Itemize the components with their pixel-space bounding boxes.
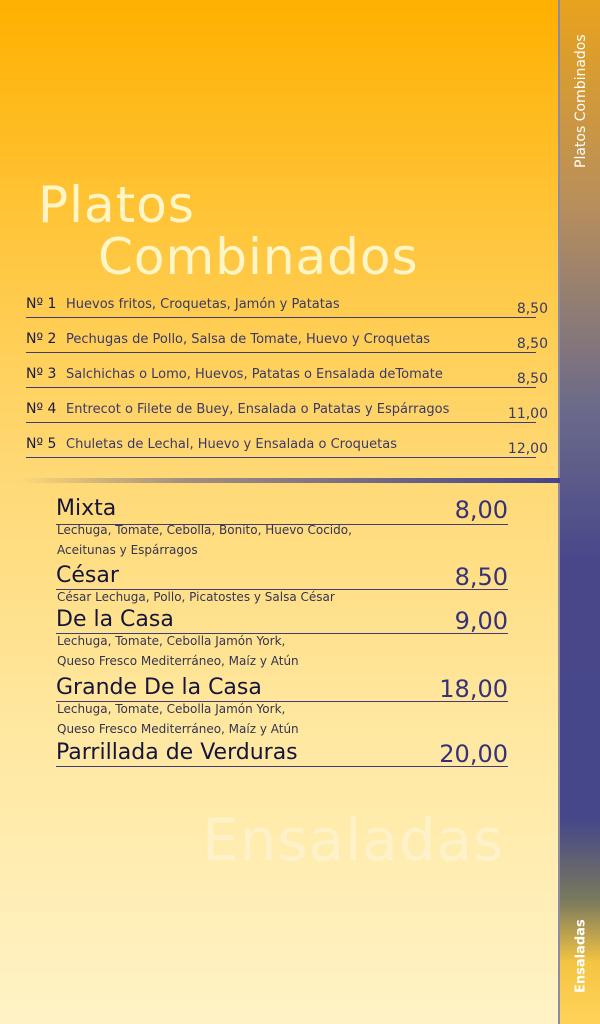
combo-price: 8,50 [516, 371, 548, 387]
salad-price: 20,00 [439, 740, 508, 768]
combo-number: Nº 2 [26, 331, 57, 347]
salad-name: De la Casa [56, 607, 174, 632]
combo-price: 8,50 [516, 301, 548, 317]
salad-name: Mixta [56, 496, 117, 521]
row-divider [26, 387, 536, 388]
combo-number: Nº 1 [26, 296, 57, 312]
salad-description: Queso Fresco Mediterráneo, Maíz y Atún [57, 654, 299, 668]
combo-price: 8,50 [516, 336, 548, 352]
salad-price: 18,00 [439, 675, 508, 703]
row-divider [26, 317, 536, 318]
combo-row [26, 436, 548, 458]
salad-description: Queso Fresco Mediterráneo, Maíz y Atún [57, 722, 299, 736]
salad-description: Lechuga, Tomate, Cebolla Jamón York, [57, 702, 286, 716]
combo-row [26, 366, 548, 388]
combo-description: Salchichas o Lomo, Huevos, Patatas o Ensalada deTomate [66, 367, 443, 382]
combo-description: Huevos fritos, Croquetas, Jamón y Patatas [66, 297, 340, 312]
page-title-line-2: Combinados [98, 228, 419, 286]
salad-name: Grande De la Casa [56, 675, 262, 700]
combo-price: 11,00 [507, 406, 548, 422]
salad-item-de-la-casa [56, 607, 508, 673]
salad-name: César [56, 563, 119, 588]
row-divider [26, 457, 536, 458]
salad-description: Lechuga, Tomate, Cebolla, Bonito, Huevo Cocido, [57, 523, 352, 537]
ensaladas-watermark: Ensaladas [202, 806, 505, 874]
combo-number: Nº 4 [26, 401, 57, 417]
sidebar-label-ensaladas: Ensaladas [573, 919, 589, 993]
row-divider [26, 352, 536, 353]
row-divider [56, 766, 508, 767]
combo-description: Chuletas de Lechal, Huevo y Ensalada o Croquetas [66, 437, 397, 452]
salad-price: 9,00 [454, 607, 508, 635]
salad-description: César Lechuga, Pollo, Picatostes y Salsa César [57, 590, 335, 604]
combo-description: Entrecot o Filete de Buey, Ensalada o Patatas y Espárragos [66, 402, 450, 417]
combo-description: Pechugas de Pollo, Salsa de Tomate, Huevo y Croquetas [66, 332, 431, 347]
combo-row [26, 296, 548, 318]
salad-item-grande-de-la-casa [56, 675, 508, 741]
salad-item-mixta [56, 496, 508, 562]
sidebar [558, 0, 600, 1024]
combo-number: Nº 3 [26, 366, 57, 382]
page-title-line-1: Platos [38, 176, 195, 234]
combo-row [26, 331, 548, 353]
combo-price: 12,00 [507, 441, 548, 457]
salad-name: Parrillada de Verduras [56, 740, 298, 765]
salad-price: 8,50 [454, 563, 508, 591]
section-divider [20, 478, 560, 483]
salad-description: Aceitunas y Espárragos [57, 543, 198, 557]
salad-item-parrillada-de-verduras [56, 740, 508, 770]
row-divider [26, 422, 536, 423]
combo-number: Nº 5 [26, 436, 57, 452]
sidebar-label-platos-combinados: Platos Combinados [573, 34, 589, 168]
salad-description: Lechuga, Tomate, Cebolla Jamón York, [57, 634, 286, 648]
combo-row [26, 401, 548, 423]
salad-price: 8,00 [454, 496, 508, 524]
salad-item-cesar [56, 563, 508, 607]
